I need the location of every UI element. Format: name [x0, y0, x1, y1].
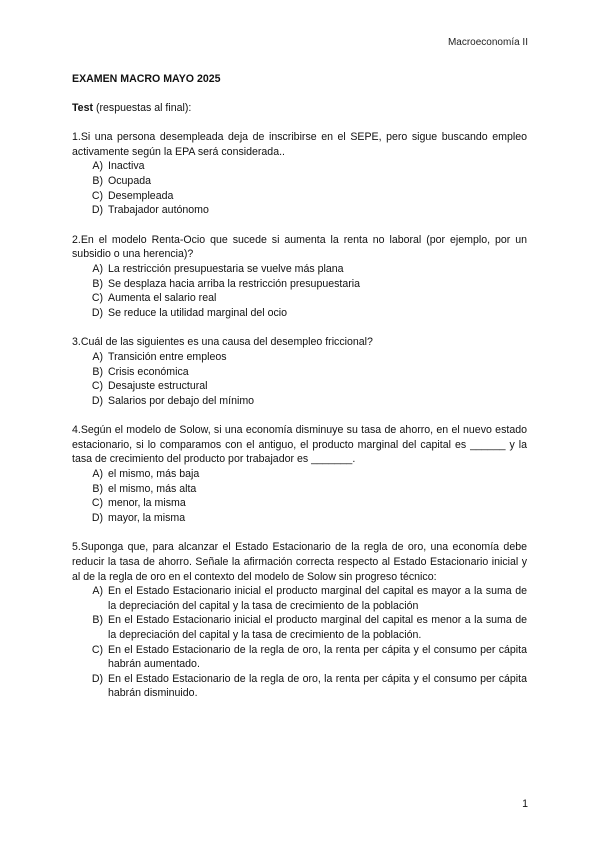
option-item [72, 613, 527, 642]
question-2 [72, 233, 527, 321]
question-3 [72, 335, 527, 408]
option-letter: D) [91, 306, 103, 319]
option-letter: D) [91, 204, 103, 217]
options-list [72, 584, 527, 701]
option-letter: C) [91, 292, 103, 305]
option-letter: B) [92, 277, 103, 290]
questions-list [72, 130, 527, 701]
option-letter: A) [92, 262, 103, 275]
option-item [72, 379, 527, 394]
question-text: 4.Según el modelo de Solow, si una economía disminuye su tasa de ahorro, en el nuevo estado estacionario, si lo comparamos con el antiguo, el producto marginal del capital es ______ y la tasa de crecimiento del producto por trabajador es _______. [72, 424, 527, 466]
option-text: menor, la misma [108, 497, 186, 510]
question-5 [72, 540, 527, 701]
option-item [72, 584, 527, 613]
header-course: Macroeconomía II [447, 37, 528, 48]
question-4 [72, 423, 527, 525]
option-text: En el Estado Estacionario de la regla de oro, la renta per cápita y el consumo per cápita habrán aumentado. [108, 643, 527, 671]
option-item [72, 306, 527, 321]
option-text: Trabajador autónomo [108, 204, 209, 217]
option-letter: D) [91, 394, 103, 407]
option-text: Se desplaza hacia arriba la restricción presupuestaria [108, 277, 361, 290]
option-letter: C) [91, 380, 103, 393]
option-text: Desajuste estructural [108, 380, 208, 393]
options-list [72, 350, 527, 408]
option-letter: A) [92, 350, 103, 363]
test-intro-rest: (respuestas al final): [93, 101, 192, 114]
option-letter: D) [91, 511, 103, 524]
option-letter: C) [91, 497, 103, 510]
option-letter: A) [92, 160, 103, 173]
test-intro [72, 101, 527, 116]
option-text: Se reduce la utilidad marginal del ocio [108, 306, 288, 319]
question-text: 5.Suponga que, para alcanzar el Estado Estacionario de la regla de oro, una economía debe reducir la tasa de ahorro. Señale la afirmación correcta respecto al Estado Estacionario inicial y al de la regla de oro en el contexto del modelo de Solow sin progreso técnico: [72, 541, 527, 583]
option-item [72, 203, 527, 218]
question-text: 2.En el modelo Renta-Ocio que sucede si aumenta la renta no laboral (por ejemplo, por un subsidio o una herencia)? [72, 233, 527, 261]
option-item [72, 262, 527, 277]
option-letter: B) [92, 174, 103, 187]
option-text: En el Estado Estacionario inicial el producto marginal del capital es mayor a la suma de la depreciación del capital y la tasa de crecimiento de la población [108, 585, 527, 612]
option-letter: C) [91, 643, 103, 656]
option-item [72, 365, 527, 380]
option-letter: A) [92, 468, 103, 481]
option-item [72, 394, 527, 409]
option-text: Transición entre empleos [108, 350, 227, 363]
option-text: En el Estado Estacionario de la regla de oro, la renta per cápita y el consumo per cápita habrán disminuido. [108, 672, 527, 700]
option-item [72, 174, 527, 189]
options-list [72, 467, 527, 525]
option-item [72, 482, 527, 497]
option-letter: B) [92, 614, 103, 627]
option-text: Salarios por debajo del mínimo [108, 394, 255, 407]
option-text: La restricción presupuestaria se vuelve más plana [108, 262, 344, 275]
options-list [72, 159, 527, 217]
question-text: 3.Cuál de las siguientes es una causa del desempleo friccional? [72, 336, 373, 349]
option-letter: C) [91, 189, 103, 202]
option-letter: B) [92, 482, 103, 495]
option-item [72, 643, 527, 672]
page-number: 1 [522, 798, 528, 810]
options-list [72, 262, 527, 320]
option-item [72, 496, 527, 511]
option-text: el mismo, más baja [108, 468, 200, 481]
option-item [72, 291, 527, 306]
option-text: Ocupada [108, 174, 151, 187]
question-1 [72, 130, 527, 218]
option-item [72, 350, 527, 365]
option-text: Crisis económica [108, 365, 189, 378]
option-letter: A) [92, 585, 103, 598]
option-letter: B) [92, 365, 103, 378]
option-item [72, 189, 527, 204]
option-text: Desempleada [108, 189, 174, 202]
option-letter: D) [91, 672, 103, 685]
option-item [72, 672, 527, 701]
option-item [72, 467, 527, 482]
option-text: mayor, la misma [108, 511, 186, 524]
option-text: Aumenta el salario real [108, 292, 217, 305]
option-item [72, 511, 527, 526]
option-text: el mismo, más alta [108, 482, 197, 495]
exam-content [72, 72, 527, 716]
option-text: En el Estado Estacionario inicial el producto marginal del capital es menor a la suma de la depreciación del capital y la tasa de crecimiento de la población. [108, 614, 527, 641]
option-item [72, 277, 527, 292]
option-text: Inactiva [108, 160, 145, 173]
exam-title: EXAMEN MACRO MAYO 2025 [72, 73, 221, 85]
test-label: Test [72, 101, 93, 114]
question-text: 1.Si una persona desempleada deja de inscribirse en el SEPE, pero sigue buscando empleo activamente según la EPA será considerada.. [72, 131, 527, 158]
option-item [72, 159, 527, 174]
